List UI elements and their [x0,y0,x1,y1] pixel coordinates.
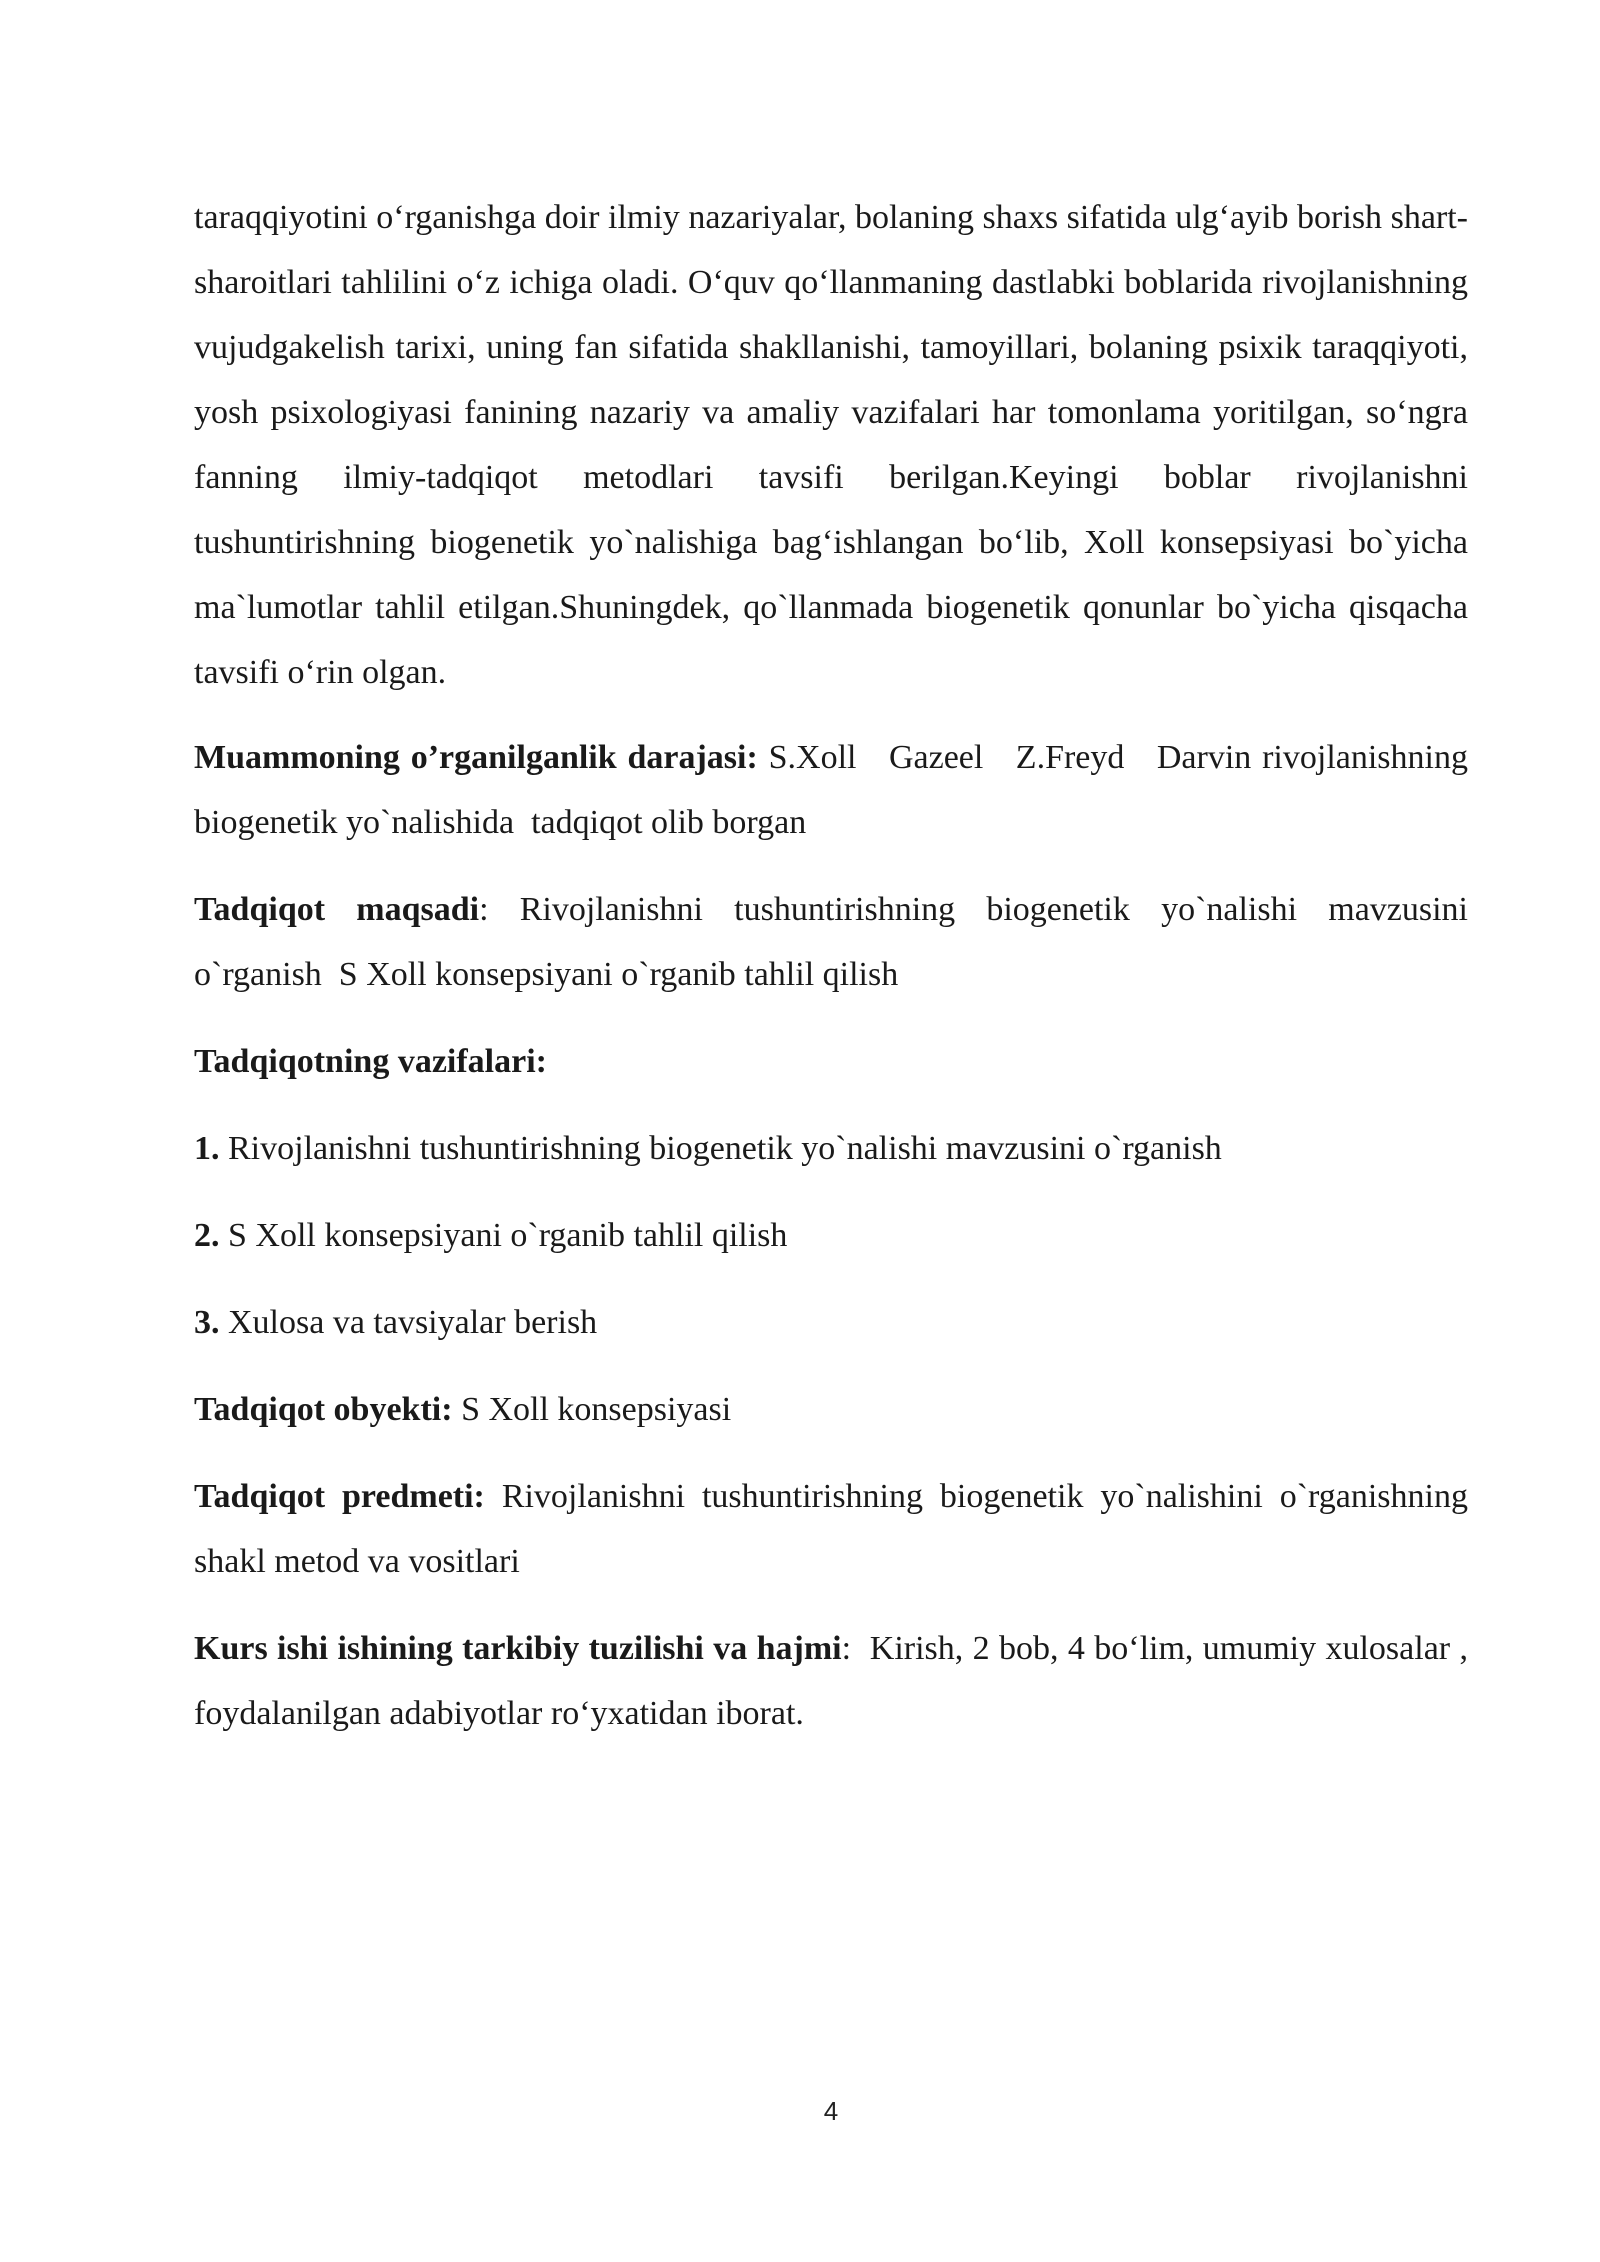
intro-paragraph: taraqqiyotini o‘rganishga doir ilmiy nazariyalar, bolaning shaxs sifatida ulg‘ayib borish shart- sharoitlari tahlilini o‘z ichiga oladi. O‘quv qo‘llanmaning dastlabki boblarida rivojlanishning vujudgakelish tarixi, uning fan sifatida shakllanishi, tamoyillari, bolaning psixik taraqqiyoti, yosh psixologiyasi fanining nazariy va amaliy vazifalari har tomonlama yoritilgan, so‘ngra fanning ilmiy-tadqiqot metodlari tavsifi berilgan.Keyingi boblar rivojlanishni tushuntirishning biogenetik yo`nalishiga bag‘ishlangan bo‘lib, Xoll konsepsiyasi bo`yicha ma`lumotlar tahlil etilgan.Shuningdek, qo`llanmada biogenetik qonunlar bo`yicha qisqacha tavsifi o‘rin olgan. [194,199,1468,691]
research-level-label: Muammoning o’rganilganlik darajasi: [194,739,758,776]
task-item-1 [194,1116,1468,1181]
structure-label: Kurs ishi ishining tarkibiy tuzilishi va hajmi [194,1630,842,1667]
task-item-text: Xulosa va tavsiyalar berish [219,1304,598,1341]
task-item-text: Rivojlanishni tushuntirishning biogenetik yo`nalishi mavzusini o`rganish [219,1130,1222,1167]
research-subject-text: Rivojlanishni tushuntirishning biogenetik yo`nalishini o`rganishning shakl metod va vositlari [194,1478,1468,1580]
task-item-number: 1. [194,1130,220,1167]
research-level-paragraph [194,725,1477,855]
research-tasks-label: Tadqiqotning vazifalari: [194,1043,547,1080]
research-tasks-heading [194,1029,1468,1094]
task-item-text: S Xoll konsepsiyani o`rganib tahlil qilish [228,1217,788,1254]
task-item-number: 3. [194,1304,220,1341]
task-item-number: 2. [194,1217,220,1254]
research-object-text: S Xoll konsepsiyasi [461,1391,732,1428]
task-item-3 [194,1290,1468,1355]
research-object-label: Tadqiqot obyekti: [194,1391,453,1428]
research-goal-text: : Rivojlanishni tushuntirishning biogenetik yo`nalishi mavzusini o`rganish S Xoll konsepsiyani o`rganib tahlil qilish [194,891,1477,993]
structure-paragraph [194,1616,1477,1746]
research-goal-paragraph [194,877,1477,1007]
task-item-2 [194,1203,1468,1268]
page-number: 4 [823,2096,839,2126]
research-subject-label: Tadqiqot predmeti: [194,1478,485,1515]
structure-text: : Kirish, 2 bob, 4 bo‘lim, umumiy xulosalar , foydalanilgan adabiyotlar ro‘yxatidan iborat. [194,1630,1477,1732]
research-subject-paragraph [194,1464,1468,1594]
research-level-text: S.Xoll Gazeel Z.Freyd Darvin rivojlanishning biogenetik yo`nalishida tadqiqot olib borgan [194,739,1477,841]
research-goal-label: Tadqiqot maqsadi [194,891,480,928]
research-object-paragraph [194,1377,1468,1442]
document-page [194,185,1477,1768]
